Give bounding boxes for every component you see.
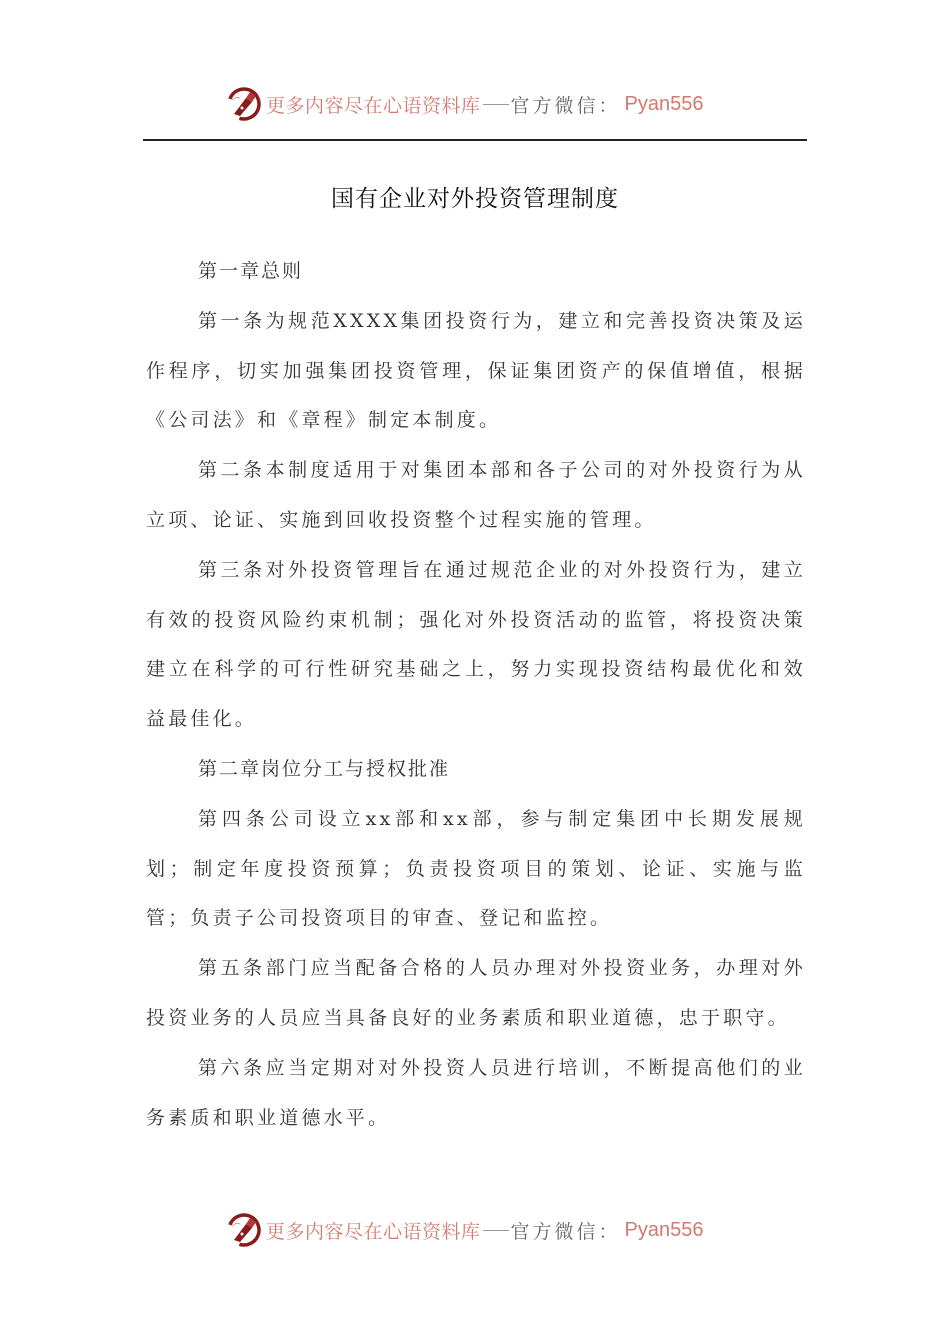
wechat-id: Pyan556 [624,1218,704,1241]
footer-banner [226,1210,704,1250]
header-rule [143,139,807,141]
pen-nib-logo-icon [226,86,262,122]
promo-text: 更多内容尽在心语资料库 [266,94,481,117]
article-paragraph: 第二条本制度适用于对集团本部和各子公司的对外投资行为从立项、论证、实施到回收投资整个过程实施的管理。 [146,459,806,531]
article-paragraph: 第五条部门应当配备合格的人员办理对外投资业务，办理对外投资业务的人员应当具备良好的业务素质和职业道德，忠于职守。 [146,957,806,1029]
pen-nib-logo-icon [226,1212,262,1248]
chapter-heading: 第一章总则 [198,260,304,282]
article-paragraph: 第一条为规范XXXX集团投资行为，建立和完善投资决策及运作程序，切实加强集团投资管理，保证集团资产的保值增值，根据《公司法》和《章程》制定本制度。 [146,309,806,432]
wechat-label: 官方微信： [510,94,621,117]
dash-divider [483,104,509,105]
promo-text: 更多内容尽在心语资料库 [266,1220,481,1243]
wechat-id: Pyan556 [624,92,704,115]
document-title: 国有企业对外投资管理制度 [331,186,619,212]
article-paragraph: 第四条公司设立xx部和xx部，参与制定集团中长期发展规划；制定年度投资预算；负责投资项目的策划、论证、实施与监管；负责子公司投资项目的审查、登记和监控。 [146,807,806,930]
article-paragraph: 第三条对外投资管理旨在通过规范企业的对外投资行为，建立有效的投资风险约束机制；强化对外投资活动的监管，将投资决策建立在科学的可行性研究基础之上，努力实现投资结构最优化和效益最佳化。 [146,558,806,731]
chapter-heading: 第二章岗位分工与授权批准 [198,757,451,780]
dash-divider [483,1230,509,1231]
document-body [146,247,806,1143]
wechat-label: 官方微信： [510,1220,621,1243]
header-banner [226,84,704,124]
article-paragraph: 第六条应当定期对对外投资人员进行培训，不断提高他们的业务素质和职业道德水平。 [146,1056,806,1129]
